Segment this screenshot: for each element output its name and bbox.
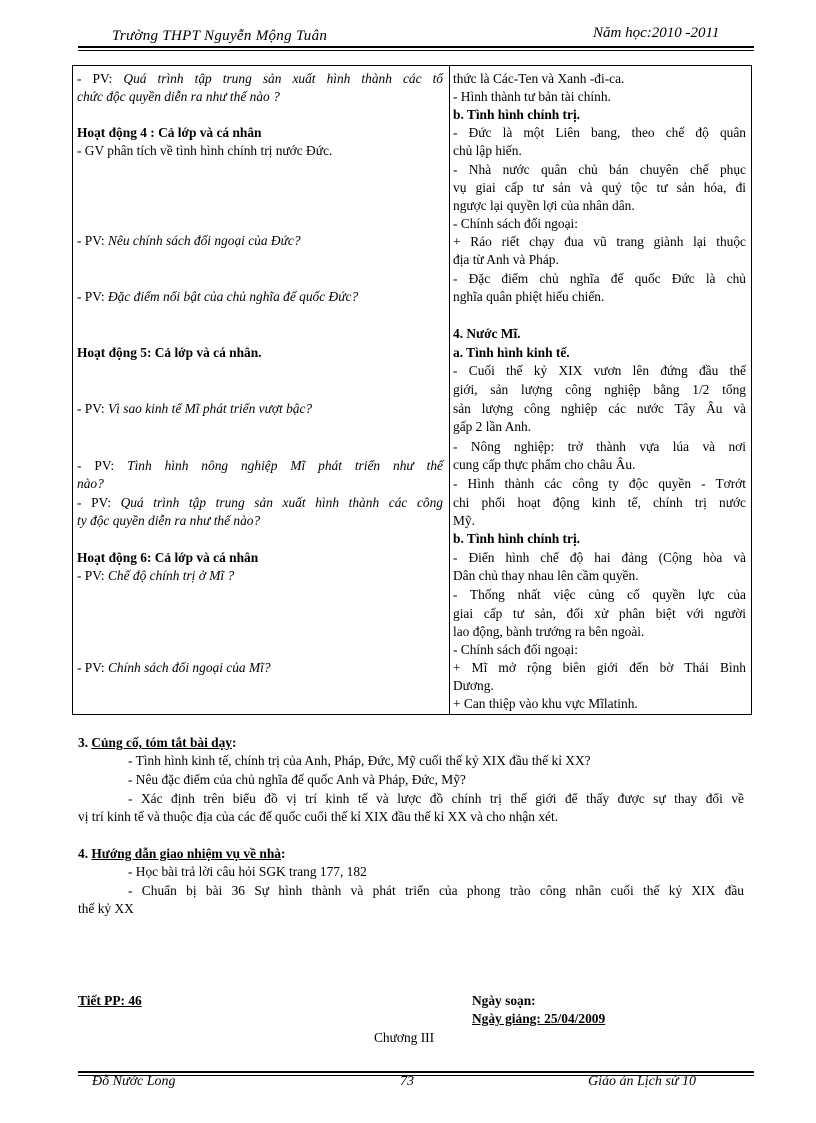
right-line: - Chính sách đối ngoại: — [453, 642, 578, 657]
right-line: - Thống nhất việc củng cố quyền lực của — [453, 587, 746, 602]
right-line: - Cuối thế kỷ XIX vươn lên đứng đầu thế — [453, 363, 746, 378]
right-heading-kinh-te-mi: a. Tình hình kinh tế. — [453, 345, 570, 360]
section-3-heading: 3. Củng cố, tóm tắt bài dạy: — [78, 735, 237, 750]
chapter-title: Chương III — [374, 1030, 435, 1045]
footer-page-number: 73 — [400, 1074, 414, 1089]
right-line: thức là Các-Ten và Xanh -đi-ca. — [453, 71, 625, 86]
header-school: Trường THPT Nguyễn Mộng Tuân — [112, 28, 328, 44]
right-line: - Chính sách đối ngoại: — [453, 216, 578, 231]
right-line: địa từ Anh và Pháp. — [453, 252, 559, 267]
right-line: - Điển hình chế độ hai đảng (Cộng hòa và — [453, 550, 746, 565]
right-line: Mỹ. — [453, 513, 475, 528]
header-rule-thin — [78, 50, 754, 51]
right-line: + Ráo riết chạy đua vũ trang giành lại thuộc — [453, 234, 746, 249]
left-q-cong-ty: - PV: Quá trình tập trung sản xuất hình thành các công — [77, 495, 444, 510]
right-line: ngược lại quyền lợi của nhân dân. — [453, 198, 635, 213]
right-line: nghĩa quân phiệt hiếu chiến. — [453, 289, 605, 304]
left-q-san-xuat: - PV: Quá trình tập trung sản xuất hình thành các tổ — [77, 71, 444, 86]
right-line: - Nhà nước quân chủ bán chuyên chế phục — [453, 162, 746, 177]
right-heading-chinh-tri-mi: b. Tình hình chính trị. — [453, 531, 581, 546]
ngay-soan: Ngày soạn: — [472, 993, 536, 1008]
lesson-table — [72, 65, 752, 715]
right-line: Dương. — [453, 678, 494, 693]
left-q-dac-diem-duc: - PV: Đặc điểm nổi bật của chủ nghĩa đế quốc Đức? — [77, 289, 359, 304]
right-line: + Mĩ mở rộng biên giới đến bờ Thái Bình — [453, 660, 746, 675]
right-line: chủ lập hiến. — [453, 143, 522, 158]
right-line: - Đức là một Liên bang, theo chế độ quân — [453, 125, 746, 140]
right-line: - Hình thành tư bản tài chính. — [453, 89, 611, 104]
left-q-doi-ngoai-duc: - PV: Nêu chính sách đối ngoại của Đức? — [77, 233, 301, 248]
activity-4-heading: Hoạt động 4 : Cả lớp và cá nhân — [77, 125, 262, 140]
header-rule — [78, 46, 754, 48]
tiet-pp: Tiết PP: 46 — [78, 993, 142, 1008]
right-line: vụ giai cấp tư sản và quý tộc tư sản hóa, đi — [453, 180, 746, 195]
left-q-cong-ty-cont: ty độc quyền diễn ra như thế nào? — [77, 513, 261, 528]
left-q-nong-nghiep: - PV: Tình hình nông nghiệp Mĩ phát triển như thế — [77, 458, 443, 473]
left-q-che-do: - PV: Chế độ chính trị ở Mĩ ? — [77, 568, 235, 583]
right-line: - Nông nghiệp: trở thành vựa lúa và nơi — [453, 439, 746, 454]
activity-5-heading: Hoạt động 5: Cả lớp và cá nhân. — [77, 345, 262, 360]
right-line: gấp 2 lần Anh. — [453, 419, 532, 434]
left-gv-analysis: - GV phân tích về tình hình chính trị nước Đức. — [77, 143, 333, 158]
footer-rule — [78, 1071, 754, 1073]
section-3-item: - Nêu đặc điểm của chủ nghĩa đế quốc Anh và Pháp, Đức, Mỹ? — [128, 772, 466, 787]
right-line: - Đặc điểm chủ nghĩa đế quốc Đức là chủ — [453, 271, 746, 286]
section-4-item: - Học bài trả lời câu hỏi SGK trang 177, 182 — [128, 864, 367, 879]
section-4-item: - Chuẩn bị bài 36 Sự hình thành và phát triển của phong trào công nhân cuối thế kỷ XIX đầu — [128, 883, 744, 898]
right-line: cung cấp thực phẩm cho châu Âu. — [453, 457, 636, 472]
section-3-item-cont: vị trí kinh tế và thuộc địa của các đế quốc cuối thế kỉ XIX đầu thế kỉ XX và cho nhận xét. — [78, 809, 559, 824]
right-line: - Hình thành các công ty độc quyền - Tơrớt — [453, 476, 746, 491]
footer-book-title: Giáo án Lịch sử 10 — [588, 1074, 696, 1089]
left-q-san-xuat-cont: chức độc quyền diễn ra như thế nào ? — [77, 89, 280, 104]
right-line: Dân chủ thay nhau lên cầm quyền. — [453, 568, 639, 583]
right-line: + Can thiệp vào khu vực Mĩlatinh. — [453, 696, 638, 711]
right-line: giới, sản lượng công nghiệp bằng 1/2 tổng — [453, 382, 746, 397]
section-3-item: - Tình hình kinh tế, chính trị của Anh, Pháp, Đức, Mỹ cuối thế kỷ XIX đầu thế kỉ XX? — [128, 753, 591, 768]
right-line: lao động, bành trướng ra bên ngoài. — [453, 624, 645, 639]
right-line: chi phối hoạt động kinh tế, chính trị nước — [453, 495, 746, 510]
right-heading-nuoc-mi: 4. Nước Mĩ. — [453, 326, 521, 341]
footer-author: Đỗ Nước Long — [92, 1074, 176, 1089]
left-q-doi-ngoai-mi: - PV: Chính sách đối ngoại của Mĩ? — [77, 660, 271, 675]
ngay-giang: Ngày giảng: 25/04/2009 — [472, 1011, 606, 1026]
right-line: sản lượng công nghiệp các nước Tây Âu và — [453, 401, 746, 416]
right-line: giai cấp tư sản, đối xử phân biệt với người — [453, 606, 746, 621]
left-q-kinh-te-mi: - PV: Vì sao kinh tế Mĩ phát triển vượt bậc? — [77, 401, 313, 416]
activity-6-heading: Hoạt động 6: Cả lớp và cá nhân — [77, 550, 259, 565]
section-3-item: - Xác định trên biểu đồ vị trí kinh tế và lược đồ chính trị thế giới để thấy được sự thay đổi về — [128, 791, 744, 806]
section-4-heading: 4. Hướng dẫn giao nhiệm vụ về nhà: — [78, 846, 286, 861]
right-heading-chinh-tri-duc: b. Tình hình chính trị. — [453, 107, 581, 122]
column-divider — [449, 66, 450, 714]
section-4-item-cont: thế kỷ XX — [78, 901, 134, 916]
left-q-nong-nghiep-cont: nào? — [77, 476, 104, 491]
header-school-year: Năm học:2010 -2011 — [593, 25, 720, 41]
